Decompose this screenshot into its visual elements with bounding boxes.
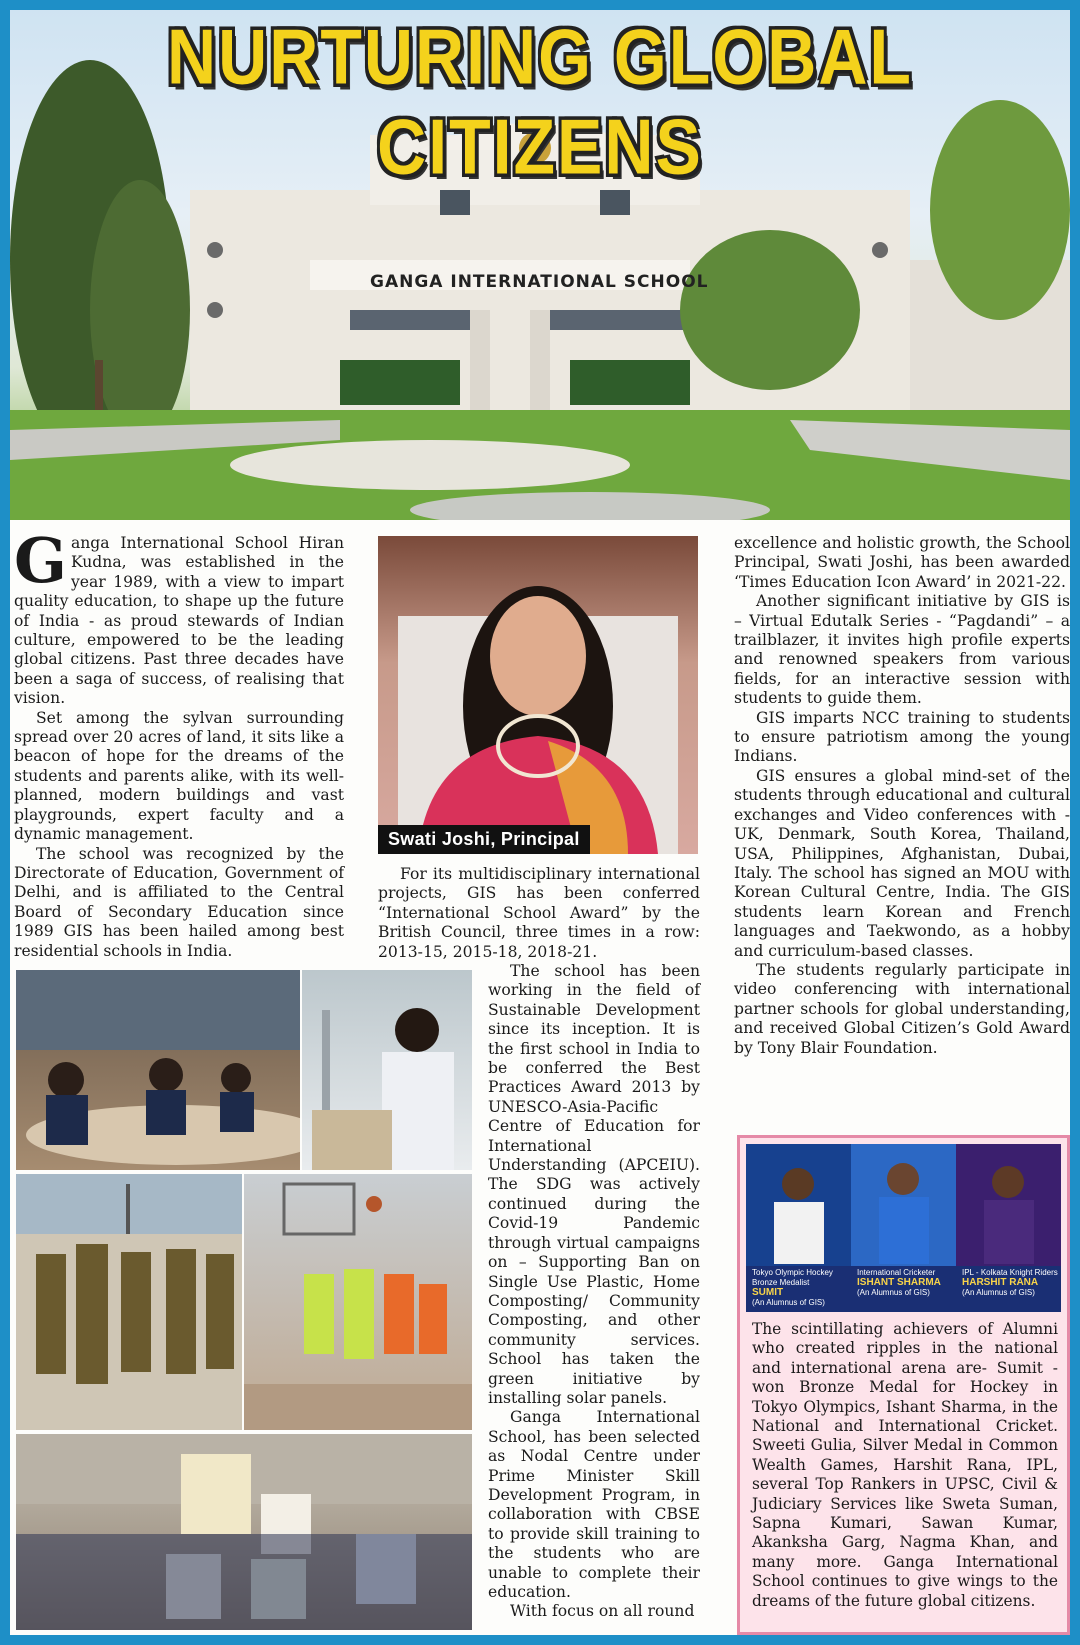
card-1-note: (An Alumnus of GIS) [752,1298,825,1307]
col2-para-1: For its multidisciplinary international projects, GIS has been conferred “International School Award” by the British Council, three times in a row: 2013-15, 2015-18, 2018-21. [378,865,700,961]
column-3 [734,534,1070,1058]
card-2-desc: International Cricketer [857,1268,936,1277]
col3-para-4: GIS ensures a global mind-set of the students through educational and cultural exchanges and Video conferences with - UK, Denmark, South Korea, Thailand, USA, Philippines, Afghanistan, Dubai, Italy. The school has signed an MOU with Korean Cultural Centre, India. The GIS students learn Korean and French languages and Taekwondo, as a hobby and curriculum-based classes. [734,766,1070,960]
alumni-photo-strip [746,1144,1061,1312]
column-1 [14,524,344,961]
col1-para-3: The school was recognized by the Directorate of Education, Government of Delhi, and is affiliated to the Central Board of Secondary Education since 1989 GIS has been hailed among best residential schools in India. [14,844,344,960]
col2-para-4: With focus on all round [510,1602,695,1621]
dropcap: G [14,524,67,597]
headline: NURTURING GLOBAL CITIZENS [167,13,913,191]
alumni-box [737,1135,1070,1635]
basketball-photo [244,1174,472,1430]
card-2-note: (An Alumnus of GIS) [857,1288,930,1297]
lab-photo [302,970,472,1170]
col1-para-2: Set among the sylvan surrounding spread over 20 acres of land, it sits like a beacon of hope for the dreams of the students and parents alike, with its well-planned, modern buildings and vast playgrounds, expert faculty and a dynamic management. [14,708,344,844]
group-scene [16,1434,472,1630]
students-group-photo [16,1434,472,1630]
col3-para-1: excellence and holistic growth, the School Principal, Swati Joshi, has been awarded ‘Times Education Icon Award’ in 2021-22. [734,534,1070,591]
card-2-name: ISHANT SHARMA [857,1277,941,1288]
library-photo [16,970,300,1170]
card-3-name: HARSHIT RANA [962,1277,1039,1288]
card-1-name: SUMIT [752,1287,784,1298]
school-sign: GANGA INTERNATIONAL SCHOOL [370,272,709,292]
alumni-card-1 [752,1268,848,1308]
parade-scene [16,1174,242,1430]
col1-para-1: anga International School Hiran Kudna, was established in the year 1989, with a view to impart quality education, to shape up the future of India - as proud stewards of Indian culture, empowered to be the leading global citizens. Past three decades have been a saga of success, of realising that vision. [14,534,344,708]
card-1-desc: Tokyo Olympic Hockey Bronze Medalist [752,1268,833,1287]
principal-caption: Swati Joshi, Principal [378,825,590,854]
principal-photo [378,536,698,854]
lab-scene [302,970,472,1170]
library-scene [16,970,300,1170]
column-2-narrow [488,962,700,1622]
col3-para-3: GIS imparts NCC training to students to ensure patriotism among the young Indians. [734,708,1070,766]
basketball-scene [244,1174,472,1430]
ncc-parade-photo [16,1174,242,1430]
hero-section [10,10,1070,520]
col3-para-2: Another significant initiative by GIS is – Virtual Edutalk Series - “Pagdandi” – a trailblazer, it invites high profile experts and renowned speakers from various fields, for an interactive session with students to guide them. [734,592,1070,708]
principal-portrait [378,536,698,854]
card-3-desc: IPL - Kolkata Knight Riders [962,1268,1058,1277]
col2-para-2: The school has been working in the field of Sustainable Development since its inception. It is the first school in India to be conferred the Best Practices Award 2013 by UNESCO-Asia-Pacific Centre of Education for International Understanding (APCEIU). The SDG was actively continued during the Covid-19 Pandemic through virtual campaigns on – Supporting Ban on Single Use Plastic, Home Composting/ Community Composting, and other community services. School has taken the green initiative by installing solar panels. [488,962,700,1407]
col2-para-3: Ganga International School, has been selected as Nodal Centre under Prime Minister Skill Development Program, in collaboration with CBSE to provide skill training to the students who are unable to complete their education. [488,1408,700,1601]
card-3-note: (An Alumnus of GIS) [962,1288,1035,1297]
alumni-text: The scintillating achievers of Alumni who created ripples in the national and international arena are- Sumit - won Bronze Medal for Hockey in Tokyo Olympics, Ishant Sharma, in the National and International Cricket. Sweeti Gulia, Silver Medal in Common Wealth Games, Harshit Rana, IPL, several Top Rankers in UPSC, Civil & Judiciary Services like Sweta Suman, Sapna Kumari, Sawan Kumar, Akanksha Garg, Nagma Khan, and many more. Ganga International School continues to give wings to the dreams of the future global citizens. [752,1320,1058,1610]
alumni-card-2 [857,1268,953,1298]
alumni-card-3 [962,1268,1058,1298]
col3-para-5: The students regularly participate in video conferencing with international partner schools for global understanding, and received Global Citizen’s Gold Award by Tony Blair Foundation. [734,960,1070,1057]
column-2-top [378,865,700,962]
